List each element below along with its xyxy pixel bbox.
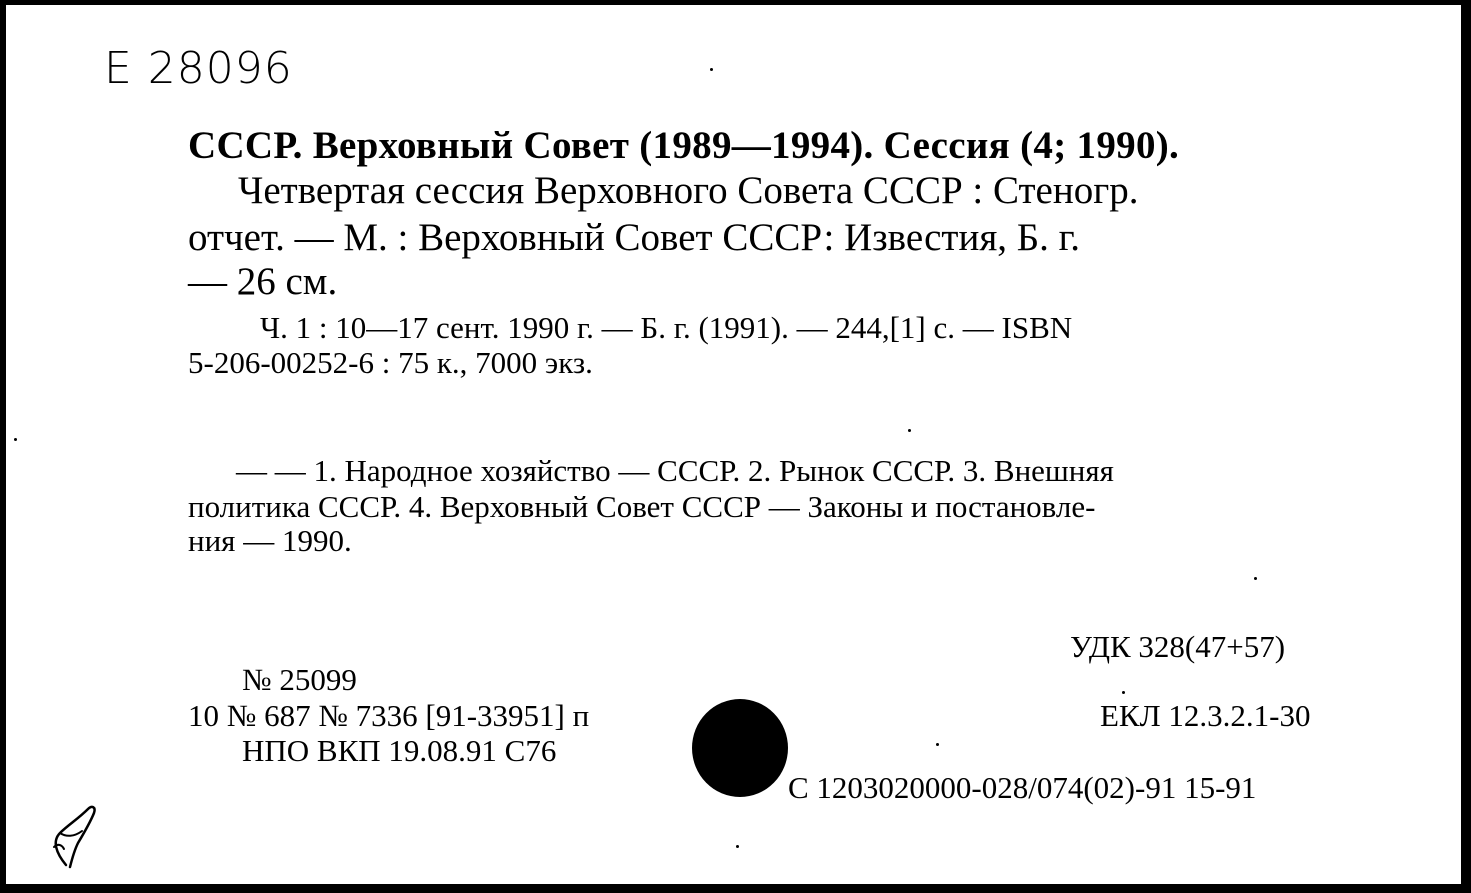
dust-speck	[710, 68, 713, 71]
classification-code: С 1203020000-028/074(02)-91 15-91	[788, 770, 1257, 805]
dust-speck	[1254, 577, 1257, 580]
dust-speck	[908, 429, 911, 432]
title-line-1: Четвертая сессия Верховного Совета СССР : Стеногр.	[238, 169, 1139, 212]
dust-speck	[14, 438, 17, 441]
print-number: № 25099	[242, 662, 357, 697]
print-order: 10 № 687 № 7336 [91-33951] п	[188, 698, 590, 733]
catalog-number: Е 28096	[104, 43, 293, 94]
title-line-2: отчет. — М. : Верховный Совет СССР: Известия, Б. г.	[188, 216, 1081, 259]
subject-line-3: ния — 1990.	[188, 523, 352, 558]
subject-line-1: — — 1. Народное хозяйство — СССР. 2. Рынок СССР. 3. Внешняя	[236, 453, 1114, 488]
part-line-2: 5-206-00252-6 : 75 к., 7000 экз.	[188, 345, 593, 380]
npo-info: НПО ВКП 19.08.91 С76	[242, 733, 557, 768]
dust-speck	[736, 845, 739, 848]
title-line-3: — 26 см.	[188, 260, 338, 303]
heading: СССР. Верховный Совет (1989—1994). Сессия (4; 1990).	[188, 124, 1180, 167]
udk-code: УДК 328(47+57)	[1070, 629, 1286, 664]
dust-speck	[936, 743, 939, 746]
subject-line-2: политика СССР. 4. Верховный Совет СССР — Законы и постановле-	[188, 489, 1096, 524]
catalog-card	[4, 3, 1463, 886]
ink-stain	[692, 699, 788, 797]
ekl-code: ЕКЛ 12.3.2.1-30	[1100, 698, 1311, 733]
part-line-1: Ч. 1 : 10—17 сент. 1990 г. — Б. г. (1991). — 244,[1] с. — ISBN	[260, 310, 1073, 345]
dust-speck	[1122, 691, 1125, 694]
handwritten-mark-icon	[48, 803, 104, 871]
